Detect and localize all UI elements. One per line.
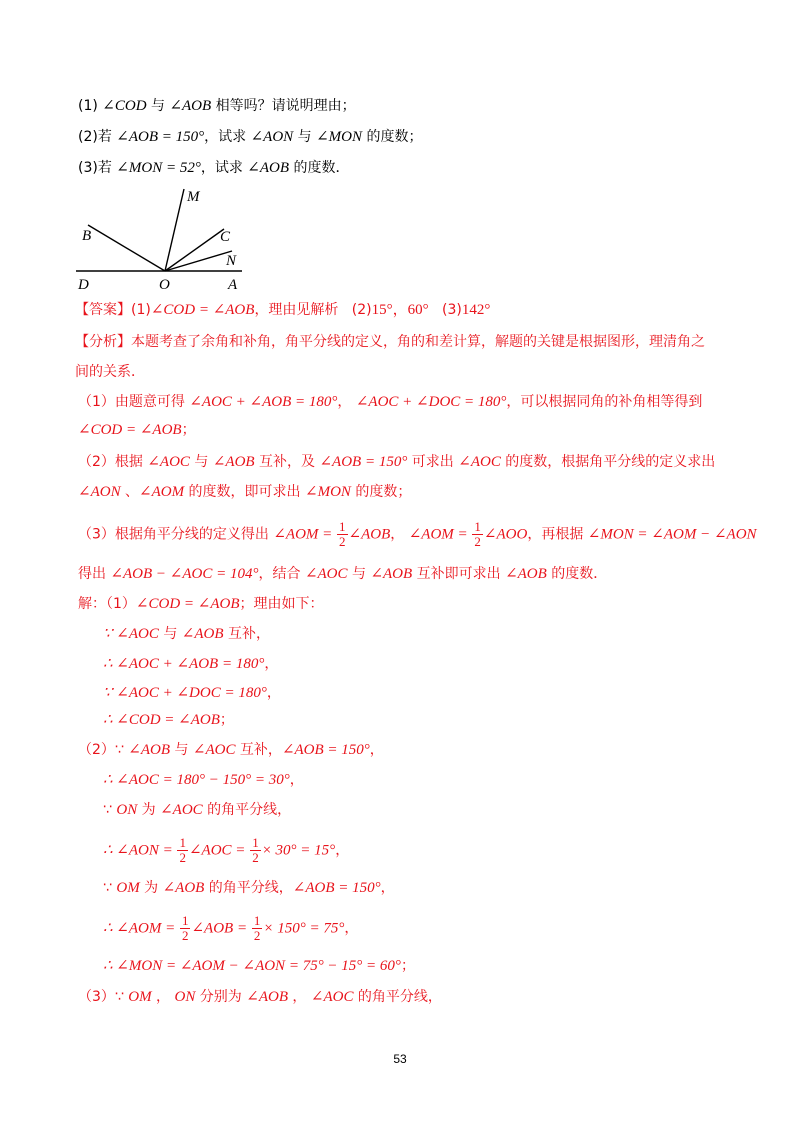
solution-head: 解：（1）∠COD = ∠AOB；理由如下： [78,596,324,612]
solution-2-line-3: ∴ ∠AON = $\frac{1}{2}$ ∠AOC = $\frac{1}{2}$ × 30° = 15°， [103,835,350,865]
solution-3-head: （3）∵ OM ， ON 分别为 ∠AOB ， ∠AOC 的角平分线， [78,989,442,1005]
ray-OB [88,225,165,271]
angle-figure [70,183,260,293]
solution-2-line-5: ∴ ∠AOM = $\frac{1}{2}$ ∠AOB = $\frac{1}{2}$ × 150° = 75°， [103,913,359,943]
label-D: D [78,277,89,293]
solution-1-line-4: ∴ ∠COD = ∠AOB； [103,712,234,728]
label-A: A [228,277,238,293]
analysis-step-1b: ∠COD = ∠AOB； [78,422,196,438]
solution-2-line-2: ∵ ON 为 ∠AOC 的角平分线， [103,802,292,818]
page-number: 53 [393,1052,407,1066]
analysis-step-3a: （3）根据角平分线的定义得出 ∠AOM = $\frac{1}{2}$ ∠AOB， ∠AOM = $\frac{1}{2}$ ∠AOO，再根据 ∠MON = ∠AOM − ∠AON [78,519,757,549]
solution-2-line-1: ∴ ∠AOC = 180° − 150° = 30°， [103,772,304,788]
question-2: (2)若 ∠AOB = 150°，试求 ∠AON 与 ∠MON 的度数； [78,129,423,145]
label-N: N [226,253,237,269]
solution-2-line-4: ∵ OM 为 ∠AOB 的角平分线，∠AOB = 150°， [103,880,395,896]
solution-2-line-6: ∴ ∠MON = ∠AOM − ∠AON = 75° − 15° = 60°； [103,958,415,974]
analysis-step-1a: （1）由题意可得 ∠AOC + ∠AOB = 180°， ∠AOC + ∠DOC = 180°，可以根据同角的补角相等得到 [78,394,703,410]
analysis-step-3b: 得出 ∠AOB − ∠AOC = 104°，结合 ∠AOC 与 ∠AOB 互补即可求出 ∠AOB 的度数． [78,566,608,582]
label-M: M [187,189,200,205]
ray-ON [165,251,232,271]
analysis-step-2a: （2）根据 ∠AOC 与 ∠AOB 互补，及 ∠AOB = 150° 可求出 ∠AOC 的度数，根据角平分线的定义求出 [78,454,716,470]
solution-1-line-2: ∴ ∠AOC + ∠AOB = 180°， [103,656,279,672]
label-B: B [82,228,92,244]
answer-line: 【答案】(1)∠COD = ∠AOB，理由见解析 (2)15°，60° (3)142° [75,302,491,318]
solution-1-line-3: ∵ ∠AOC + ∠DOC = 180°， [103,685,281,701]
analysis-line-2: 间的关系． [75,364,145,380]
solution-1-line-1: ∵ ∠AOC 与 ∠AOB 互补， [103,626,270,642]
label-C: C [220,229,231,245]
analysis-line-1: 【分析】本题考查了余角和补角，角平分线的定义，角的和差计算，解题的关键是根据图形，理清角之 [75,334,705,350]
question-1: (1) ∠COD 与 ∠AOB 相等吗？请说明理由； [78,98,356,114]
question-3: (3)若 ∠MON = 52°，试求 ∠AOB 的度数． [78,160,350,176]
label-O: O [159,277,170,293]
analysis-step-2b: ∠AON 、∠AOM 的度数，即可求出 ∠MON 的度数； [78,484,412,500]
solution-2-head: （2）∵ ∠AOB 与 ∠AOC 互补，∠AOB = 150°， [78,742,384,758]
